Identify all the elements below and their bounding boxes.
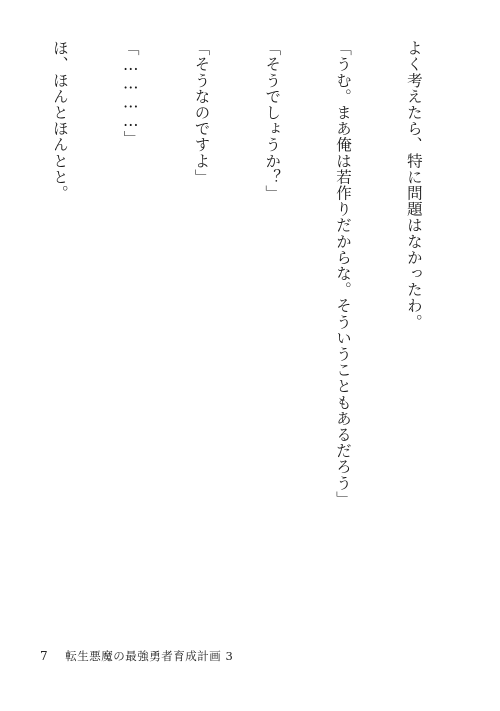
text-line: 「…………」 [121, 40, 140, 147]
text-line: 「うむ。まあ俺は若作りだからな。そういうこともあるだろう」 [334, 40, 353, 507]
text-line: よく考えたら、特に問題はなかったわ。 [404, 40, 423, 330]
book-title: 転生悪魔の最強勇者育成計画 3 [65, 649, 234, 663]
text-line: 「そうでしょうか？」 [263, 40, 282, 201]
vertical-text-body [20, 40, 472, 640]
page-footer [40, 648, 233, 664]
page-number: 7 [40, 649, 48, 663]
text-line: 「そうなのですよ」 [192, 40, 211, 185]
text-line: ほ、ほんとほんとと。 [50, 40, 69, 201]
